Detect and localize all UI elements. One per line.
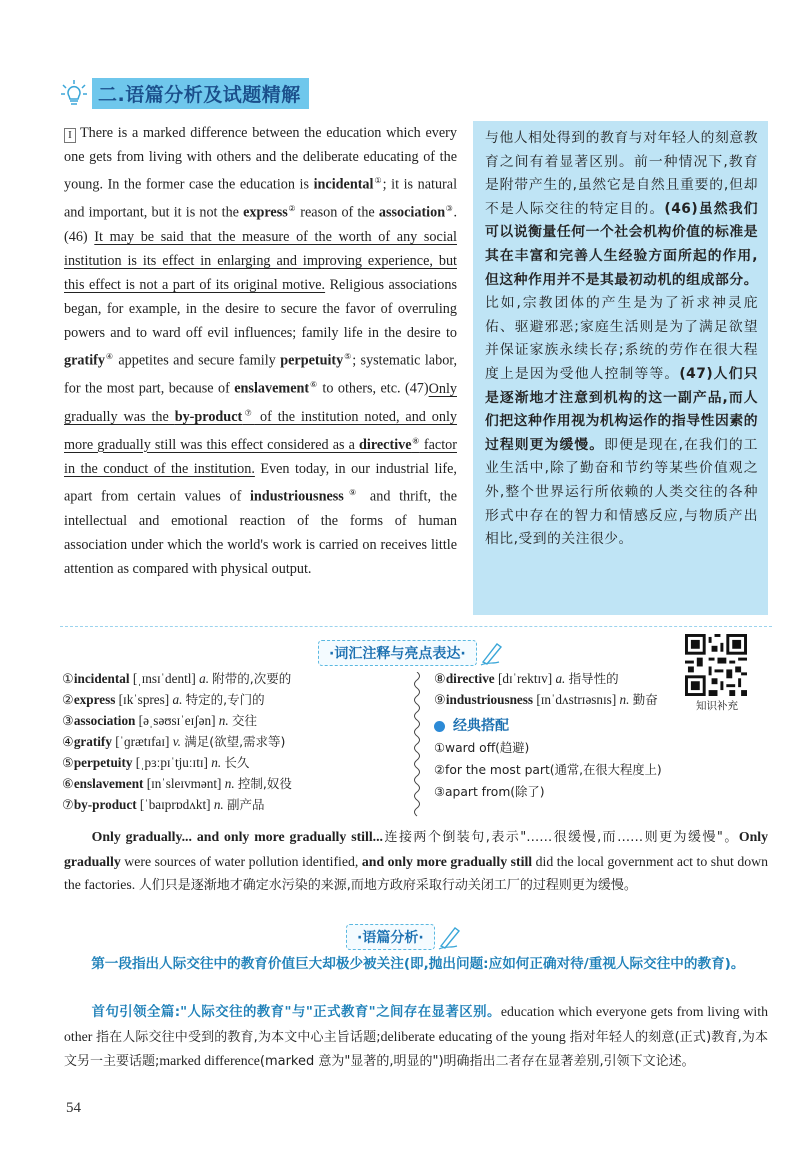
note-ref: ⑤ xyxy=(343,352,353,362)
vocab-word: association xyxy=(73,713,136,728)
vocab-num: ④ xyxy=(62,734,74,749)
analysis-body xyxy=(64,1000,768,1074)
vocab-word: perpetuity xyxy=(280,353,344,370)
vocab-item xyxy=(62,668,402,689)
qr-label: 知识补充 xyxy=(696,700,738,712)
vocab-num: ⑦ xyxy=(62,797,74,812)
passage-text: of the institution noted, and only more gradually still was this effect considered as a xyxy=(64,408,458,453)
vocab-num: ③ xyxy=(62,713,74,728)
note-pattern: and only more gradually still xyxy=(361,853,533,869)
vocab-word: directive xyxy=(359,436,412,453)
translation-box xyxy=(473,121,768,615)
note-ref: ① xyxy=(373,176,383,186)
vocab-pos: n. xyxy=(211,755,222,770)
section-header xyxy=(60,78,309,108)
vocab-meaning: 交往 xyxy=(231,713,257,728)
note-ref: ⑨ xyxy=(343,487,362,497)
vocab-word: gratify xyxy=(64,353,105,370)
note-ref: ④ xyxy=(104,352,114,362)
vocab-meaning: 附带的,次要的 xyxy=(212,671,292,686)
collocation-item: ①ward off(趋避) xyxy=(434,741,530,755)
vocab-word: perpetuity xyxy=(73,755,133,770)
analysis-text: (marked 意为"显著的,明显的")明确指出二者存在显著差别,引领下文论述。 xyxy=(259,1054,695,1069)
vocab-item xyxy=(62,752,402,773)
analysis-heading: 第一段指出人际交往中的教育价值巨大却极少被关注(即,抛出问题:应如何正确对待/重视人际交往中的教育)。 xyxy=(91,956,745,972)
analysis-text: deliberate educating of the young xyxy=(380,1028,570,1044)
vocab-title-label: ·词汇注释与亮点表达· xyxy=(318,640,477,666)
vocab-ipa: [ˌɪnsɪˈdentl] xyxy=(132,671,196,686)
vocab-ipa: [ˈbaɪprɒdʌkt] xyxy=(139,797,211,812)
note-ref: ⑦ xyxy=(242,407,255,417)
vocab-ipa: [dɪˈrektɪv] xyxy=(497,671,553,686)
passage-text: factor in the conduct of the institution. xyxy=(64,436,457,477)
translation-47: (47)人们只是逐渐地才注意到机构的这一副产品,而人们把这种作用视为机构运作的指导性因素的过程则更为缓慢。 xyxy=(485,365,759,453)
vocab-item xyxy=(62,773,402,794)
translation-text: 即便是现在,在我们的工业生活中,除了勤奋和节约等某些价值观之外,整个世界运行所依赖的人类交往的各种形式中存在的智力和情感反应,与物质产出相比,受到的关注很少。 xyxy=(485,436,759,548)
note-ref: ⑥ xyxy=(309,380,319,390)
vocab-meaning: 副产品 xyxy=(227,797,265,812)
note-ref: ③ xyxy=(445,204,454,214)
vocab-word: by-product xyxy=(73,797,137,812)
vocab-word: enslavement xyxy=(234,380,310,397)
vocab-word: association xyxy=(378,204,446,221)
analysis-title-label: ·语篇分析· xyxy=(346,924,435,950)
translation-text: 与他人相处得到的教育与对年轻人的刻意教育之间有着显著区别。前一种情况下,教育是附带产生的,虽然它是自然且重要的,但却不是人际交往的特定目的。 xyxy=(485,130,758,217)
vocab-word: gratify xyxy=(73,734,112,749)
passage-text: reason of the xyxy=(296,204,379,221)
note-text: were sources of water pollution identified, xyxy=(120,853,362,869)
collocation-item: ②for the most part(通常,在很大程度上) xyxy=(434,763,662,777)
question-46-sentence: It may be said that the measure of the worth of any social institution is its effect in enlarging and improving experience, but this effect is not a part of its original motive. xyxy=(64,228,457,294)
vocab-item xyxy=(62,731,402,752)
collocations-header xyxy=(434,716,684,737)
lightbulb-icon xyxy=(60,79,88,107)
english-passage xyxy=(64,121,457,581)
vocab-word: express xyxy=(243,204,288,221)
qr-code-icon[interactable] xyxy=(685,634,747,696)
passage-text: . (46) xyxy=(64,204,457,245)
vocab-num: ⑧ xyxy=(434,671,446,686)
vocab-list-right xyxy=(434,668,684,803)
vocab-meaning: 控制,奴役 xyxy=(237,776,292,791)
vocab-pos: n. xyxy=(224,776,235,791)
passage-text: There is a marked difference between the education which every one gets from living with others and the deliberate educating of the young. In the former case the education is xyxy=(64,125,457,193)
section-title: 二.语篇分析及试题精解 xyxy=(92,78,309,109)
note-ref: ② xyxy=(287,204,297,214)
note-pattern: Only gradually xyxy=(64,829,768,869)
squiggle-divider xyxy=(410,672,424,822)
vocab-meaning: 满足(欲望,需求等) xyxy=(184,734,286,749)
vocab-num: ② xyxy=(62,692,74,707)
paragraph-mark: I xyxy=(64,128,76,143)
passage-text: appetites and secure family xyxy=(113,353,281,370)
analysis-text: education which everyone gets from living with other xyxy=(64,1004,768,1044)
passage-text: Religious associations began, for example, in the desire to secure the favor of overruling powers and to ward off evil influences; family life in the desire to xyxy=(64,277,458,342)
grammar-note xyxy=(64,825,768,898)
vocab-word: incidental xyxy=(73,671,130,686)
vocab-ipa: [ɪnˈsleɪvmənt] xyxy=(146,776,222,791)
vocab-pos: n. xyxy=(213,797,224,812)
vocab-ipa: [ɪnˈdʌstrɪəsnɪs] xyxy=(536,692,617,707)
vocab-meaning: 勤奋 xyxy=(632,692,658,707)
vocab-pos: a. xyxy=(555,671,566,686)
vocab-num: ① xyxy=(62,671,74,686)
vocab-meaning: 特定的,专门的 xyxy=(185,692,265,707)
divider xyxy=(60,626,772,627)
note-text: 连接两个倒装句,表示"……很缓慢,而……则更为缓慢"。 xyxy=(383,830,739,845)
vocab-ipa: [əˌsəʊsɪˈeɪʃən] xyxy=(138,713,216,728)
vocab-meaning: 指导性的 xyxy=(568,671,619,686)
vocab-word: industriousness xyxy=(249,488,344,505)
analysis-text: marked difference xyxy=(159,1053,260,1068)
passage-text: ; it is natural and important, but it is not the xyxy=(64,176,458,221)
pen-icon xyxy=(437,924,463,950)
vocab-pos: v. xyxy=(172,734,181,749)
vocab-pos: a. xyxy=(172,692,183,707)
note-text: 人们只是逐渐地才确定水污染的来源,而地方政府采取行动关闭工厂的过程则更为缓慢。 xyxy=(138,878,637,893)
vocab-item xyxy=(434,668,684,689)
vocab-num: ⑨ xyxy=(434,692,446,707)
vocab-ipa: [ˈɡrætɪfaɪ] xyxy=(115,734,170,749)
analysis-section-title xyxy=(346,924,463,950)
vocab-item xyxy=(62,689,402,710)
vocab-item xyxy=(62,794,402,815)
vocab-item xyxy=(62,710,402,731)
vocab-ipa: [ɪkˈspres] xyxy=(118,692,170,707)
analysis-text: 指在人际交往中受到的教育,为本文中心主旨话题; xyxy=(95,1029,381,1045)
vocab-num: ⑤ xyxy=(62,755,74,770)
vocab-item xyxy=(434,689,684,710)
translation-text: 比如,宗教团体的产生是为了祈求神灵庇佑、驱避邪恶;家庭生活则是为了满足欲望并保证家族永续长存;系统的劳作在很大程度上是因为受他人控制等等。 xyxy=(485,295,758,382)
vocab-pos: n. xyxy=(218,713,229,728)
analysis-text: 指对年轻人的刻意(正式)教育,为本文另一主要话题; xyxy=(64,1029,768,1069)
vocab-meaning: 长久 xyxy=(224,755,250,770)
vocab-pos: a. xyxy=(199,671,209,686)
vocab-word: industriousness xyxy=(445,692,534,707)
note-pattern: Only gradually... and only more gradually still... xyxy=(91,829,384,844)
vocab-word: directive xyxy=(445,671,495,686)
passage-text: ; systematic labor, for the most part, because of xyxy=(64,353,457,397)
vocab-ipa: [ˌpɜːpɪˈtjuːɪtɪ] xyxy=(135,755,208,770)
page-number: 54 xyxy=(66,1100,81,1116)
vocab-word: express xyxy=(73,692,116,707)
vocab-pos: n. xyxy=(619,692,630,707)
pen-icon xyxy=(479,640,505,666)
vocab-num: ⑥ xyxy=(62,776,74,791)
passage-text: to others, etc. (47) xyxy=(318,380,429,397)
passage-text: Only gradually was the xyxy=(64,380,457,425)
passage-text: Even today, in our industrial life, apart from certain values of xyxy=(64,460,457,505)
translation-46: (46)虽然我们可以说衡量任何一个社会机构价值的标准是其在丰富和完善人生经验方面所起的作用,但这种作用并不是其最初动机的组成部分。 xyxy=(485,200,758,288)
passage-text: and thrift, the intellectual and emotional reaction of the forms of human association under which the world's work is carried on receives little attention as compared with physical output. xyxy=(64,488,458,577)
vocab-list-left xyxy=(62,668,402,815)
note-text: did the local government act to shut down the factories. xyxy=(64,853,768,892)
bullet-icon xyxy=(434,721,445,732)
collocation-item: ③apart from(除了) xyxy=(434,785,545,799)
vocab-section-title xyxy=(318,640,505,666)
vocab-word: incidental xyxy=(313,176,374,193)
analysis-lead: 首句引领全篇:"人际交往的教育"与"正式教育"之间存在显著区别。 xyxy=(91,1005,501,1020)
vocab-word: by-product xyxy=(174,408,243,425)
vocab-word: enslavement xyxy=(73,776,144,791)
note-ref: ⑧ xyxy=(411,435,420,445)
collocations-title: 经典搭配 xyxy=(453,718,509,734)
